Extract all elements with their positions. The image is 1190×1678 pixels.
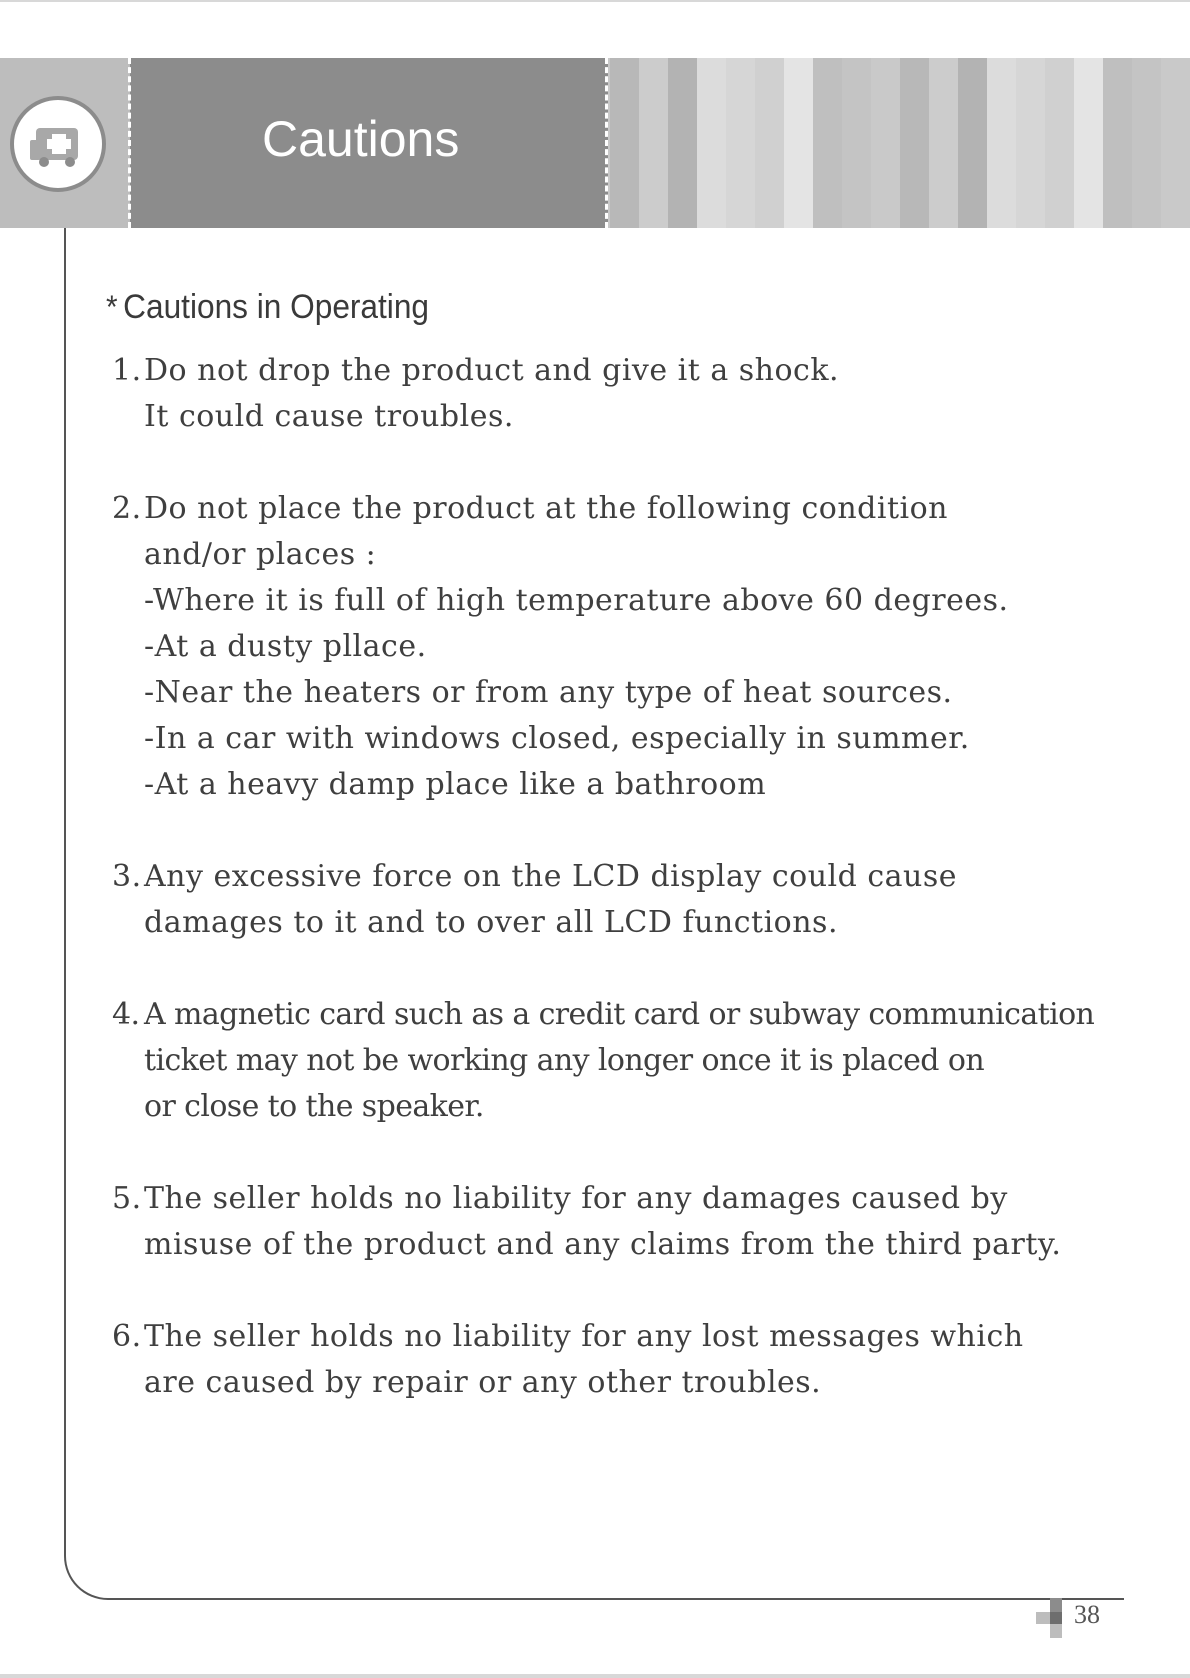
item-line: Do not place the product at the following condition: [144, 491, 949, 526]
mosaic-tile: [842, 143, 871, 171]
mosaic-tile: [813, 115, 842, 143]
dashed-divider: [605, 58, 608, 228]
page-title: Cautions: [262, 111, 460, 167]
mosaic-tile: [784, 86, 813, 114]
caution-item-3: [112, 854, 957, 946]
mosaic-tile: [987, 143, 1016, 171]
mosaic-tile: [813, 143, 842, 171]
mosaic-tile: [755, 200, 784, 228]
mosaic-tile: [871, 86, 900, 114]
item-line: -At a heavy damp place like a bathroom: [144, 767, 767, 802]
mosaic-tile: [639, 115, 668, 143]
mosaic-tile: [871, 143, 900, 171]
mosaic-tile: [784, 58, 813, 86]
mosaic-tile: [726, 115, 755, 143]
mosaic-tile: [1074, 200, 1103, 228]
mosaic-tile: [1074, 58, 1103, 86]
mosaic-tile: [1016, 200, 1045, 228]
top-rule: [0, 0, 1190, 2]
section-heading: [106, 288, 429, 327]
item-number: 1.: [112, 353, 142, 388]
mosaic-tile: [1016, 58, 1045, 86]
item-number: 3.: [112, 859, 142, 894]
mosaic-tile: [1016, 171, 1045, 199]
dashed-divider: [128, 58, 131, 228]
mosaic-tile: [987, 171, 1016, 199]
caution-item-2: [112, 486, 1009, 808]
item-line: damages to it and to over all LCD functions.: [144, 905, 838, 940]
mosaic-tile: [958, 200, 987, 228]
mosaic-tile: [1045, 143, 1074, 171]
mosaic-tile: [958, 143, 987, 171]
mosaic-tile: [755, 171, 784, 199]
mosaic-tile: [987, 115, 1016, 143]
item-line: Any excessive force on the LCD display could cause: [144, 859, 958, 894]
page-header: [0, 58, 1190, 228]
item-line: -Where it is full of high temperature above 60 degrees.: [144, 583, 1009, 618]
mosaic-tile: [1045, 115, 1074, 143]
mosaic-tile: [1103, 58, 1132, 86]
mosaic-tile: [1074, 143, 1103, 171]
mosaic-tile: [1045, 200, 1074, 228]
mosaic-tile: [610, 58, 639, 86]
mosaic-tile: [697, 143, 726, 171]
mosaic-tile: [929, 58, 958, 86]
mosaic-tile: [610, 143, 639, 171]
mosaic-tile: [755, 58, 784, 86]
mosaic-tile: [755, 115, 784, 143]
section-heading-text: Cautions in Operating: [123, 288, 430, 326]
item-line: The seller holds no liability for any damages caused by: [144, 1181, 1008, 1216]
mosaic-tile: [668, 143, 697, 171]
mosaic-tile: [1016, 143, 1045, 171]
item-line: -In a car with windows closed, especially in summer.: [144, 721, 970, 756]
mosaic-tile: [958, 171, 987, 199]
mosaic-tile: [1161, 143, 1190, 171]
caution-item-1: [112, 348, 839, 440]
mosaic-tile: [697, 58, 726, 86]
item-line: and/or places :: [144, 537, 377, 572]
mosaic-tile: [1045, 58, 1074, 86]
mosaic-tile: [813, 200, 842, 228]
mosaic-tile: [1132, 58, 1161, 86]
mosaic-tile: [726, 200, 755, 228]
mosaic-tile: [697, 171, 726, 199]
page-number: 38: [1074, 1600, 1100, 1629]
mosaic-tile: [784, 115, 813, 143]
mosaic-tile: [668, 200, 697, 228]
mosaic-tile: [668, 171, 697, 199]
item-line: Do not drop the product and give it a shock.: [144, 353, 840, 388]
mosaic-tile: [697, 115, 726, 143]
mosaic-tile: [1161, 58, 1190, 86]
mosaic-tile: [929, 200, 958, 228]
mosaic-tile: [1132, 143, 1161, 171]
bottom-rule: [0, 1674, 1190, 1678]
mosaic-tile: [1103, 143, 1132, 171]
mosaic-tile: [784, 143, 813, 171]
item-line: A magnetic card such as a credit card or subway communication: [144, 997, 1095, 1032]
mosaic-tile: [813, 86, 842, 114]
mosaic-tile: [639, 143, 668, 171]
mosaic-tile: [726, 171, 755, 199]
mosaic-tile: [842, 86, 871, 114]
mosaic-tile: [900, 86, 929, 114]
page-mark-icon: [1036, 1598, 1070, 1638]
mosaic-tile: [755, 143, 784, 171]
mosaic-tile: [929, 143, 958, 171]
mosaic-tile: [1045, 86, 1074, 114]
item-line: -Near the heaters or from any type of heat sources.: [144, 675, 953, 710]
mosaic-tile: [697, 200, 726, 228]
mosaic-tile: [1103, 115, 1132, 143]
mosaic-tile: [668, 86, 697, 114]
mosaic-tile: [755, 86, 784, 114]
mosaic-tile: [813, 58, 842, 86]
caution-item-6: [112, 1314, 1024, 1406]
item-line: -At a dusty pllace.: [144, 629, 427, 664]
mosaic-tile: [639, 200, 668, 228]
mosaic-tile: [1016, 115, 1045, 143]
item-number: 5.: [112, 1181, 142, 1216]
mosaic-tile: [668, 115, 697, 143]
mosaic-tile: [871, 171, 900, 199]
mosaic-tile: [987, 86, 1016, 114]
item-line: misuse of the product and any claims from the third party.: [144, 1227, 1062, 1262]
mosaic-tile: [1132, 115, 1161, 143]
mosaic-tile: [900, 200, 929, 228]
mosaic-tile: [726, 143, 755, 171]
mosaic-tile: [958, 58, 987, 86]
mosaic-tile: [610, 86, 639, 114]
mosaic-tile: [1074, 171, 1103, 199]
item-line: are caused by repair or any other troubles.: [144, 1365, 822, 1400]
asterisk-bullet: *: [106, 289, 118, 325]
mosaic-tile: [842, 58, 871, 86]
mosaic-tile: [929, 86, 958, 114]
ambulance-icon: [10, 96, 106, 192]
mosaic-tile: [1161, 115, 1190, 143]
mosaic-tile: [784, 200, 813, 228]
mosaic-tile: [1132, 86, 1161, 114]
mosaic-tile: [813, 171, 842, 199]
item-line: ticket may not be working any longer once it is placed on: [144, 1043, 985, 1078]
mosaic-tile: [726, 86, 755, 114]
mosaic-tile: [1103, 86, 1132, 114]
mosaic-tile: [1103, 171, 1132, 199]
mosaic-tile: [726, 58, 755, 86]
mosaic-tile: [1016, 86, 1045, 114]
mosaic-tile: [1045, 171, 1074, 199]
mosaic-tile: [610, 200, 639, 228]
mosaic-tile: [1161, 200, 1190, 228]
mosaic-tile: [842, 200, 871, 228]
mosaic-tile: [987, 58, 1016, 86]
mosaic-tile: [1074, 115, 1103, 143]
mosaic-tile: [668, 58, 697, 86]
mosaic-tile: [929, 115, 958, 143]
mosaic-tile: [639, 171, 668, 199]
mosaic-tile: [958, 86, 987, 114]
mosaic-tile: [900, 58, 929, 86]
item-number: 6.: [112, 1319, 142, 1354]
mosaic-tile: [900, 143, 929, 171]
mosaic-tile: [958, 115, 987, 143]
mosaic-tile: [639, 86, 668, 114]
mosaic-tile: [610, 171, 639, 199]
mosaic-tile: [842, 171, 871, 199]
mosaic-tile: [1103, 200, 1132, 228]
mosaic-tile: [1132, 200, 1161, 228]
mosaic-tile: [1161, 86, 1190, 114]
mosaic-tile: [929, 171, 958, 199]
caution-item-4: [112, 992, 1094, 1130]
item-line: It could cause troubles.: [144, 399, 514, 434]
mosaic-tile: [900, 171, 929, 199]
mosaic-tile: [639, 58, 668, 86]
mosaic-tile: [871, 200, 900, 228]
mosaic-tile: [900, 115, 929, 143]
mosaic-tile: [1161, 171, 1190, 199]
mosaic-tile: [871, 58, 900, 86]
item-number: 4.: [112, 997, 140, 1032]
header-mosaic-decoration: [610, 58, 1190, 228]
mosaic-tile: [784, 171, 813, 199]
mosaic-tile: [987, 200, 1016, 228]
mosaic-tile: [842, 115, 871, 143]
item-line: or close to the speaker.: [144, 1089, 484, 1124]
page-number-block: [1036, 1598, 1116, 1638]
mosaic-tile: [697, 86, 726, 114]
item-line: The seller holds no liability for any lost messages which: [144, 1319, 1024, 1354]
mosaic-tile: [610, 115, 639, 143]
mosaic-tile: [871, 115, 900, 143]
mosaic-tile: [1074, 86, 1103, 114]
item-number: 2.: [112, 491, 142, 526]
caution-item-5: [112, 1176, 1061, 1268]
mosaic-tile: [1132, 171, 1161, 199]
